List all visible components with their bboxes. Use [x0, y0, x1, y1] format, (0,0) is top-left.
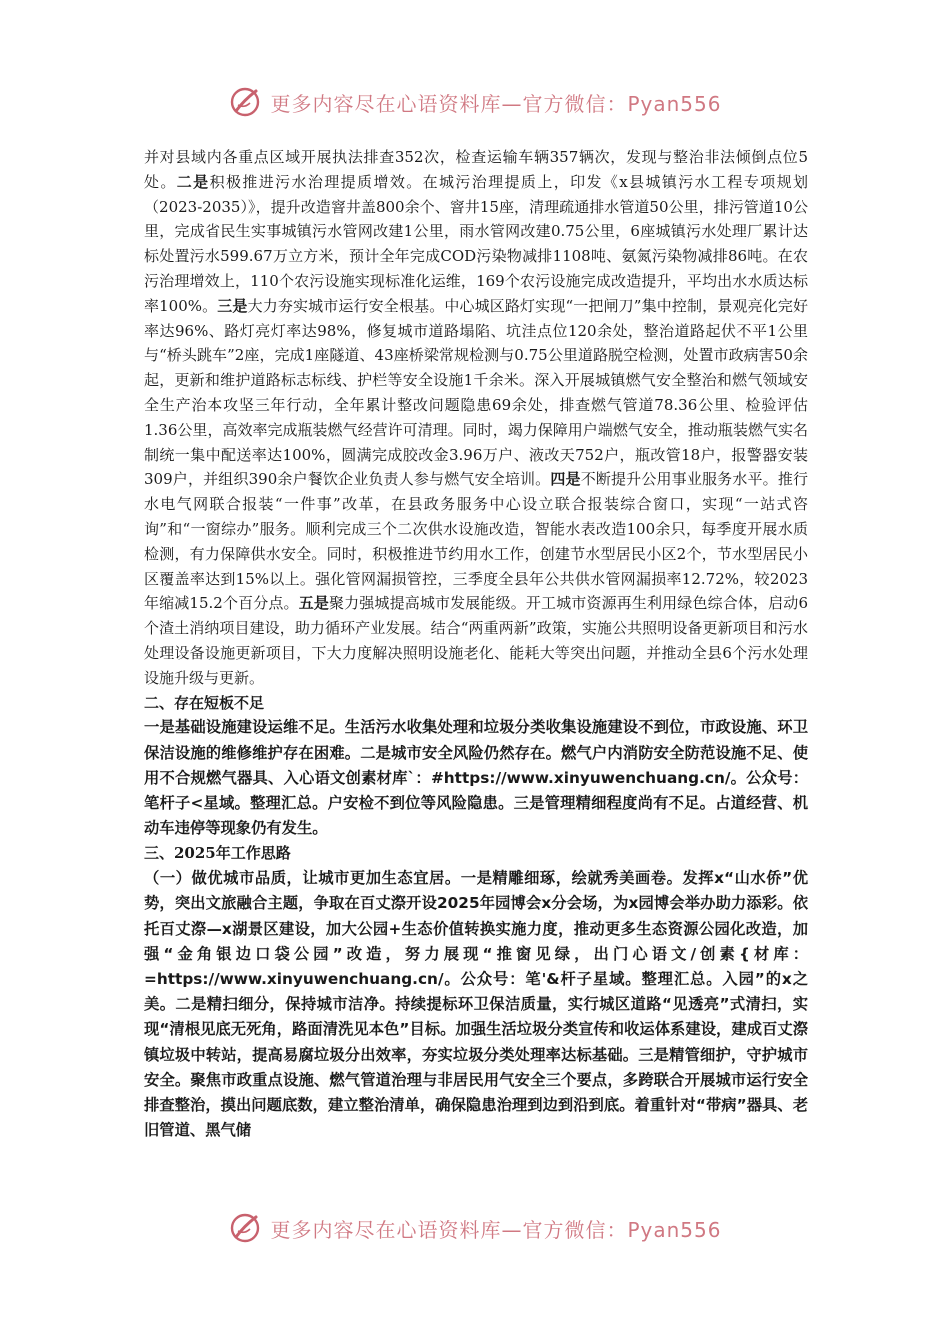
watermark-top	[0, 82, 950, 122]
paragraph-2025-plan: （一）做优城市品质，让城市更加生态宜居。一是精雕细琢，绘就秀美画卷。发挥x“山水侨”优势，突出文旅融合主题，争取在百丈漈开设2025年园博会x分会场，为x园博会举办助力添彩。依托百丈漈—x湖景区建设，加大公园+生态价值转换实施力度，推动更多生态资源公园化改造，加强“金角银边口袋公园”改造，努力展现“推窗见绿，出门心语文/创素{材库：=https://www.xinyuwenchuang.cn/。公众号：笔'&杆子星域。整理汇总。入园”的x之美。二是精扫细分，保持城市洁净。持续提标环卫保洁质量，实行城区道路“见透亮”式清扫，实现“清根见底无死角，路面清洗见本色”目标。加强生活垃圾分类宣传和收运体系建设，建成百丈漈镇垃圾中转站，提高易腐垃圾分出效率，夯实垃圾分类处理率达标基础。三是精管细护，守护城市安全。聚焦市政重点设施、燃气管道治理与非居民用气安全三个要点，多跨联合开展城市运行安全排查整治，摸出问题底数，建立整治清单，确保隐患治理到边到沿到底。着重针对“带病”器具、老旧管道、黑气储	[144, 869, 808, 1140]
pen-swirl-logo-icon	[228, 85, 262, 119]
watermark-text: 更多内容尽在心语资料库—官方微信：Pyan556	[270, 1217, 722, 1242]
paragraph-achievements: 并对县域内各重点区域开展执法排查352次，检查运输车辆357辆次，发现与整治非法倾倒点位5处。二是积极推进污水治理提质增效。在城污治理提质上，印发《x县城镇污水工程专项规划（2023-2035）》，提升改造窨井盖800余个、窨井15座，清理疏通排水管道50公里，排污管道10公里，完成省民生实事城镇污水管网改建1公里，雨水管网改建0.75公里，6座城镇污水处理厂累计达标处置污水599.67万立方米，预计全年完成COD污染物减排1108吨、氨氮污染物减排86吨。在农污治理增效上，110个农污设施实现标准化运维，169个农污设施完成改造提升，平均出水水质达标率100%。三是大力夯实城市运行安全根基。中心城区路灯实现“一把闸刀”集中控制，景观亮化完好率达96%、路灯亮灯率达98%，修复城市道路塌陷、坑洼点位120余处，整治道路起伏不平1公里与“桥头跳车”2座，完成1座隧道、43座桥梁常规检测与0.75公里道路脱空检测，处置市政病害50余起，更新和维护道路标志标线、护栏等安全设施1千余米。深入开展城镇燃气安全整治和燃气领域安全生产治本攻坚三年行动，全年累计整改问题隐患69余处，排查燃气管道78.36公里、检验评估1.36公里，高效率完成瓶装燃气经营许可清理。同时，竭力保障用户端燃气安全，推动瓶装燃气实名制统一集中配送率达100%，圆满完成胶改金3.96万户、液改天752户，瓶改管18户，报警器安装309户，并组织390余户餐饮企业负责人参与燃气安全培训。四是不断提升公用事业服务水平。推行水电气网联合报装“一件事”改革，在县政务服务中心设立联合报装综合窗口，实现“一站式咨询”和“一窗综办”服务。顺利完成三个二次供水设施改造，智能水表改造100余只，每季度开展水质检测，有力保障供水安全。同时，积极推进节约用水工作，创建节水型居民小区2个，节水型居民小区覆盖率达到15%以上。强化管网漏损管控，三季度全县年公共供水管网漏损率12.72%，较2023年缩减15.2个百分点。五是聚力强城提高城市发展能级。开工城市资源再生利用绿色综合体，启动6个渣土消纳项目建设，助力循环产业发展。结合“两重两新”政策，实施公共照明设备更新项目和污水处理设备设施更新项目，下大力度解决照明设施老化、能耗大等突出问题，并推动全县6个污水处理设施升级与更新。	[144, 148, 808, 687]
pen-swirl-logo-icon	[228, 1211, 262, 1245]
paragraph-shortcomings: 一是基础设施建设运维不足。生活污水收集处理和垃圾分类收集设施建设不到位，市政设施、环卫保洁设施的维修维护存在困难。二是城市安全风险仍然存在。燃气户内消防安全防范设施不足、使用不合规燃气器具、入心语文创素材库`：#https://www.xinyuwenchuang.cn/。公众号：笔杆子<星域。整理汇总。户安检不到位等风险隐患。三是管理精细程度尚有不足。占道经营、机动车违停等现象仍有发生。	[144, 718, 808, 838]
section-heading-shortcomings: 二、存在短板不足	[144, 693, 265, 712]
watermark-text: 更多内容尽在心语资料库—官方微信：Pyan556	[270, 91, 722, 116]
watermark-bottom	[0, 1208, 950, 1248]
document-body	[144, 145, 808, 1143]
section-heading-2025-plan: 三、2025年工作思路	[144, 844, 291, 863]
